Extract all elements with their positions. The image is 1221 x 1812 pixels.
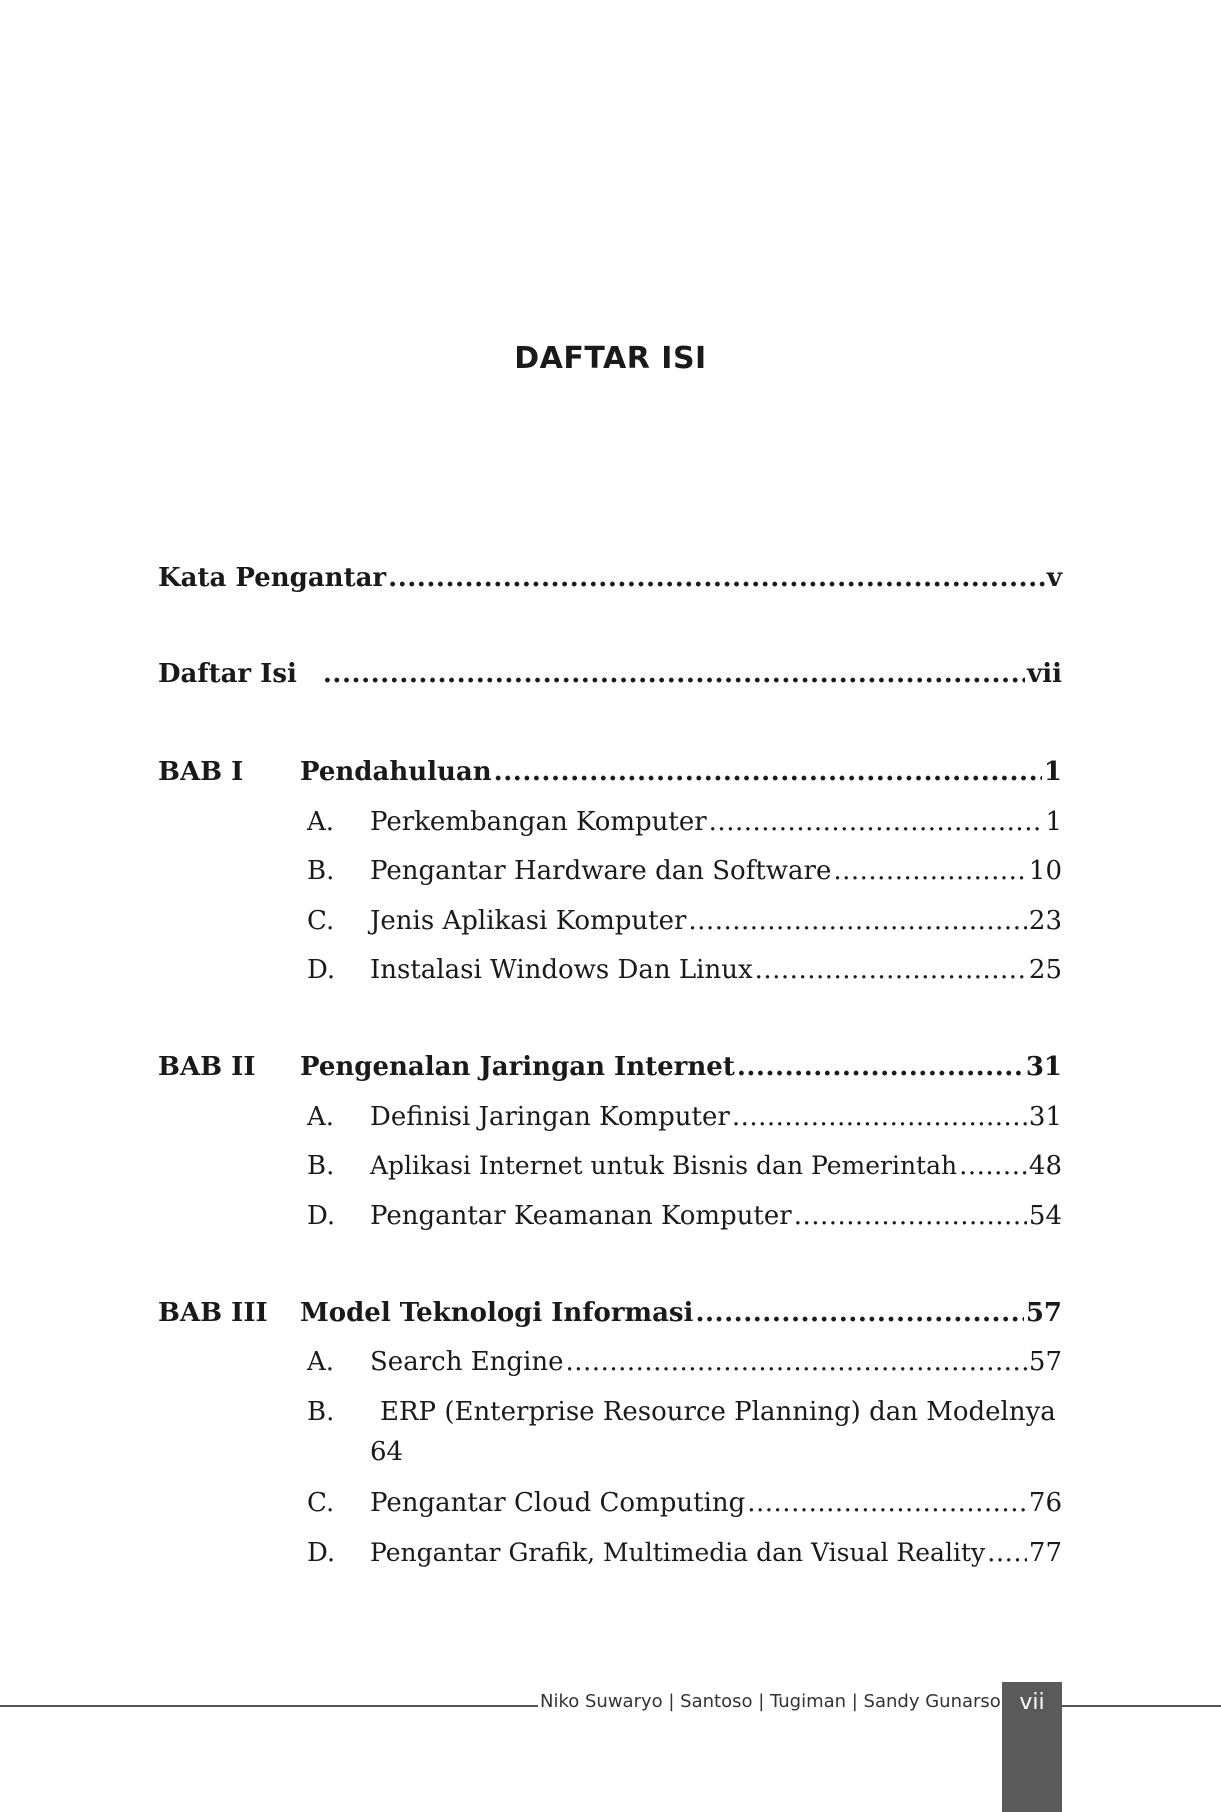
toc-item-title: Search Engine xyxy=(370,1347,564,1377)
toc-item xyxy=(370,803,1062,841)
toc-item-title: Perkembangan Komputer xyxy=(370,807,707,837)
toc-item-letter: C. xyxy=(307,906,335,936)
toc-page-number: 48 xyxy=(1028,1151,1062,1181)
toc-chapter-bab-1 xyxy=(300,753,1062,791)
toc-item-title: Pengantar Grafik, Multimedia dan Visual Reality xyxy=(370,1538,986,1567)
toc-item-letter: D. xyxy=(307,1538,336,1568)
toc-page-number: 57 xyxy=(1028,1347,1062,1377)
toc-item-title: Aplikasi Internet untuk Bisnis dan Pemerintah xyxy=(370,1151,958,1180)
toc-entry-title: Kata Pengantar xyxy=(158,563,387,593)
dot-leader xyxy=(388,559,1045,597)
toc-page-number: 25 xyxy=(1028,955,1062,985)
dot-leader xyxy=(494,753,1042,791)
toc-item xyxy=(370,1484,1062,1522)
chapter-label: BAB III xyxy=(158,1298,268,1328)
toc-page-number: 77 xyxy=(1028,1538,1062,1568)
toc-page-number: 31 xyxy=(1025,1052,1062,1082)
footer-rule-left xyxy=(0,1705,538,1707)
toc-item-letter: D. xyxy=(307,1201,336,1231)
toc-item-letter: A. xyxy=(307,807,335,837)
toc-item-title: Definisi Jaringan Komputer xyxy=(370,1102,730,1132)
toc-chapter-bab-2 xyxy=(300,1048,1062,1086)
toc-page-number: 10 xyxy=(1028,856,1062,886)
toc-item xyxy=(370,1343,1062,1381)
toc-page-number: 64 xyxy=(370,1437,404,1467)
toc-page-number: 57 xyxy=(1025,1298,1062,1328)
toc-item xyxy=(370,1534,1062,1572)
toc-item-title: Instalasi Windows Dan Linux xyxy=(370,955,753,985)
dot-leader xyxy=(709,803,1044,841)
toc-page-number: 23 xyxy=(1028,906,1062,936)
toc-chapter-bab-3 xyxy=(300,1294,1062,1332)
toc-entry-kata-pengantar xyxy=(158,559,1062,597)
dot-leader xyxy=(755,951,1027,989)
dot-leader xyxy=(732,1098,1027,1136)
dot-leader xyxy=(695,1294,1023,1332)
toc-item-title: Pengantar Keamanan Komputer xyxy=(370,1201,792,1231)
toc-item-title: Pengantar Hardware dan Software xyxy=(370,856,832,886)
dot-leader xyxy=(959,1147,1027,1185)
toc-page-number: 54 xyxy=(1028,1201,1062,1231)
toc-item-letter: B. xyxy=(307,856,335,886)
toc-chapter-title: Model Teknologi Informasi xyxy=(300,1298,694,1328)
toc-chapter-title: Pendahuluan xyxy=(300,757,492,787)
toc-item xyxy=(370,852,1062,890)
toc-page-number: 31 xyxy=(1028,1102,1062,1132)
toc-page-number: 1 xyxy=(1043,757,1062,787)
toc-page-number: 76 xyxy=(1028,1488,1062,1518)
dot-leader xyxy=(688,902,1027,940)
toc-entry-title: Daftar Isi xyxy=(158,659,297,689)
toc-item xyxy=(370,1392,1062,1472)
page-title: DAFTAR ISI xyxy=(514,341,707,376)
chapter-label: BAB I xyxy=(158,757,244,787)
toc-page-number: 1 xyxy=(1045,807,1062,837)
toc-page-number: vii xyxy=(1027,659,1062,689)
dot-leader xyxy=(566,1343,1027,1381)
footer-page-number: vii xyxy=(1019,1690,1045,1715)
toc-item-letter: B. xyxy=(307,1151,335,1181)
footer-rule-right xyxy=(1062,1705,1221,1707)
toc-item xyxy=(370,1147,1062,1185)
dot-leader xyxy=(323,655,1025,693)
toc-item-title: ERP (Enterprise Resource Planning) dan Modelnya xyxy=(380,1397,1056,1427)
toc-item-letter: A. xyxy=(307,1347,335,1377)
toc-item-letter: A. xyxy=(307,1102,335,1132)
toc-entry-daftar-isi xyxy=(158,655,1062,693)
dot-leader xyxy=(833,852,1027,890)
toc-item-letter: C. xyxy=(307,1488,335,1518)
dot-leader xyxy=(987,1534,1027,1572)
chapter-label: BAB II xyxy=(158,1052,256,1082)
dot-leader xyxy=(737,1048,1024,1086)
toc-item xyxy=(370,902,1062,940)
toc-page-number: v xyxy=(1046,563,1062,593)
toc-item-letter: B. xyxy=(307,1397,335,1427)
toc-item xyxy=(370,1197,1062,1235)
toc-item-title: Pengantar Cloud Computing xyxy=(370,1488,746,1518)
dot-leader xyxy=(747,1484,1027,1522)
footer-authors: Niko Suwaryo | Santoso | Tugiman | Sandy Gunarso xyxy=(540,1691,1001,1712)
toc-chapter-title: Pengenalan Jaringan Internet xyxy=(300,1052,735,1082)
dot-leader xyxy=(794,1197,1027,1235)
toc-item-title: Jenis Aplikasi Komputer xyxy=(370,906,687,936)
toc-item-letter: D. xyxy=(307,955,336,985)
toc-item xyxy=(370,951,1062,989)
toc-item xyxy=(370,1098,1062,1136)
